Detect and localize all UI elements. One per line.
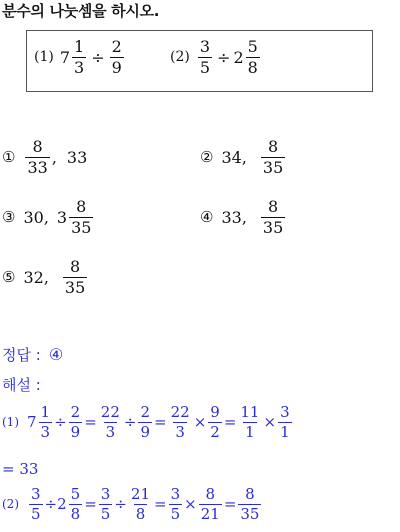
- denominator: 33: [27, 157, 48, 177]
- multiply-sign: ×: [184, 495, 197, 513]
- choice-5[interactable]: [2, 258, 89, 296]
- question-title: 분수의 나눗셈을 하시오.: [2, 2, 160, 20]
- denominator: 8: [247, 57, 258, 77]
- choice-1-rest: 33: [66, 147, 88, 167]
- choice-1[interactable]: [2, 138, 87, 176]
- denominator: 5: [31, 504, 41, 523]
- divide-sign: ÷: [54, 413, 67, 431]
- fraction: [69, 486, 83, 522]
- numerator: 2: [140, 403, 151, 421]
- numerator: 8: [245, 485, 255, 503]
- denominator: 35: [240, 504, 260, 523]
- numerator: 21: [130, 485, 151, 503]
- problem-2-fraction-a: [198, 38, 212, 76]
- fraction: [238, 486, 261, 522]
- numerator: 8: [32, 137, 43, 156]
- choice-3-whole: 3: [56, 207, 68, 227]
- divide-sign: ÷: [44, 495, 58, 513]
- denominator: 9: [140, 422, 151, 441]
- solution-2: [2, 486, 263, 522]
- numerator: 2: [70, 403, 81, 421]
- denominator: 5: [199, 57, 211, 77]
- denominator: 8: [70, 504, 81, 523]
- denominator: 8: [135, 504, 146, 523]
- choice-4-marker: ④: [200, 208, 214, 227]
- numerator: 3: [280, 403, 290, 421]
- choice-3-marker: ③: [2, 208, 16, 227]
- explanation-heading: [2, 374, 41, 395]
- numerator: 3: [100, 485, 111, 503]
- solution-1-label: (1): [2, 415, 19, 429]
- denominator: 21: [200, 504, 220, 523]
- fraction: [138, 404, 152, 440]
- numerator: 8: [267, 197, 279, 216]
- problem-1: [34, 38, 126, 76]
- numerator: 3: [31, 485, 41, 503]
- equals-sign: =: [84, 413, 97, 431]
- denominator: 3: [40, 422, 51, 441]
- answer-label: 정답 :: [2, 346, 41, 364]
- problem-2-label: (2): [170, 49, 190, 66]
- numerator: 8: [267, 137, 279, 156]
- numerator: 9: [210, 403, 220, 421]
- choice-4-fraction: [261, 198, 285, 236]
- fraction: [29, 486, 43, 522]
- divide-sign: ÷: [114, 495, 127, 513]
- fraction: [169, 404, 192, 440]
- multiply-sign: ×: [193, 413, 207, 431]
- fraction: [69, 404, 83, 440]
- numerator: 8: [69, 257, 81, 276]
- explanation-label: 해설 :: [2, 376, 41, 394]
- denominator: 3: [74, 57, 85, 77]
- multiply-sign: ×: [263, 413, 277, 431]
- denominator: 5: [170, 504, 181, 523]
- choice-2-fraction: [261, 138, 285, 176]
- choice-2[interactable]: [200, 138, 287, 176]
- choice-1-marker: ①: [2, 148, 16, 167]
- problem-1-label: (1): [34, 49, 54, 66]
- fraction: [129, 486, 152, 522]
- divide-sign: ÷: [217, 47, 231, 67]
- equals-sign: =: [223, 495, 237, 513]
- fraction: [199, 486, 222, 522]
- fraction: [208, 404, 222, 440]
- choice-5-marker: ⑤: [2, 268, 16, 287]
- choice-2-marker: ②: [200, 148, 214, 167]
- numerator: 2: [111, 37, 122, 56]
- numerator: 5: [247, 37, 258, 56]
- numerator: 11: [240, 403, 260, 421]
- fraction: [238, 404, 261, 440]
- equals-sign: =: [223, 413, 237, 431]
- problem-2-whole: 2: [233, 47, 244, 67]
- denominator: 35: [262, 157, 284, 177]
- choice-4-first: 33,: [221, 207, 247, 227]
- equals-sign: =: [154, 495, 167, 513]
- numerator: 22: [170, 403, 190, 421]
- denominator: 3: [105, 422, 116, 441]
- denominator: 9: [70, 422, 81, 441]
- solution-1-result: = 33: [2, 460, 39, 478]
- equals-sign: =: [154, 413, 167, 431]
- divide-sign: ÷: [123, 413, 137, 431]
- choice-3[interactable]: [2, 198, 95, 236]
- fraction: [169, 486, 183, 522]
- problem-2: [170, 38, 262, 76]
- problem-1-fraction-a: [72, 38, 86, 76]
- choice-5-fraction: [63, 258, 87, 296]
- fraction: [39, 404, 53, 440]
- answer-line: [2, 344, 63, 365]
- denominator: 1: [245, 422, 255, 441]
- numerator: 8: [76, 197, 87, 216]
- denominator: 35: [71, 217, 92, 237]
- numerator: 22: [100, 403, 120, 421]
- problem-2-fraction-b: [246, 38, 260, 76]
- denominator: 5: [100, 504, 111, 523]
- numerator: 5: [70, 485, 81, 503]
- divide-sign: ÷: [91, 47, 105, 67]
- numerator: 3: [199, 37, 211, 56]
- numerator: 8: [205, 485, 216, 503]
- fraction: [278, 404, 292, 440]
- denominator: 9: [111, 57, 122, 77]
- solution-2-label: (2): [2, 497, 19, 511]
- choice-1-fraction: [25, 138, 49, 176]
- choice-3-fraction: [69, 198, 93, 236]
- problem-1-whole: 7: [59, 47, 71, 67]
- denominator: 2: [210, 422, 220, 441]
- problem-1-fraction-b: [110, 38, 124, 76]
- answer-value: ④: [48, 345, 64, 364]
- denominator: 3: [175, 422, 185, 441]
- solution-2-whole: 2: [57, 495, 67, 513]
- choice-2-first: 34,: [221, 147, 247, 167]
- numerator: 1: [40, 403, 51, 421]
- denominator: 35: [64, 277, 86, 297]
- numerator: 1: [74, 37, 85, 56]
- denominator: 35: [262, 217, 284, 237]
- choice-5-first: 32,: [23, 267, 49, 287]
- choice-3-first: 30,: [23, 207, 49, 227]
- choice-4[interactable]: [200, 198, 287, 236]
- denominator: 1: [280, 422, 290, 441]
- fraction: [99, 404, 122, 440]
- numerator: 3: [170, 485, 181, 503]
- equals-sign: =: [84, 495, 97, 513]
- choice-1-sep: ,: [51, 147, 57, 167]
- fraction: [99, 486, 113, 522]
- solution-1: [2, 404, 294, 440]
- solution-1-whole: 7: [27, 413, 37, 431]
